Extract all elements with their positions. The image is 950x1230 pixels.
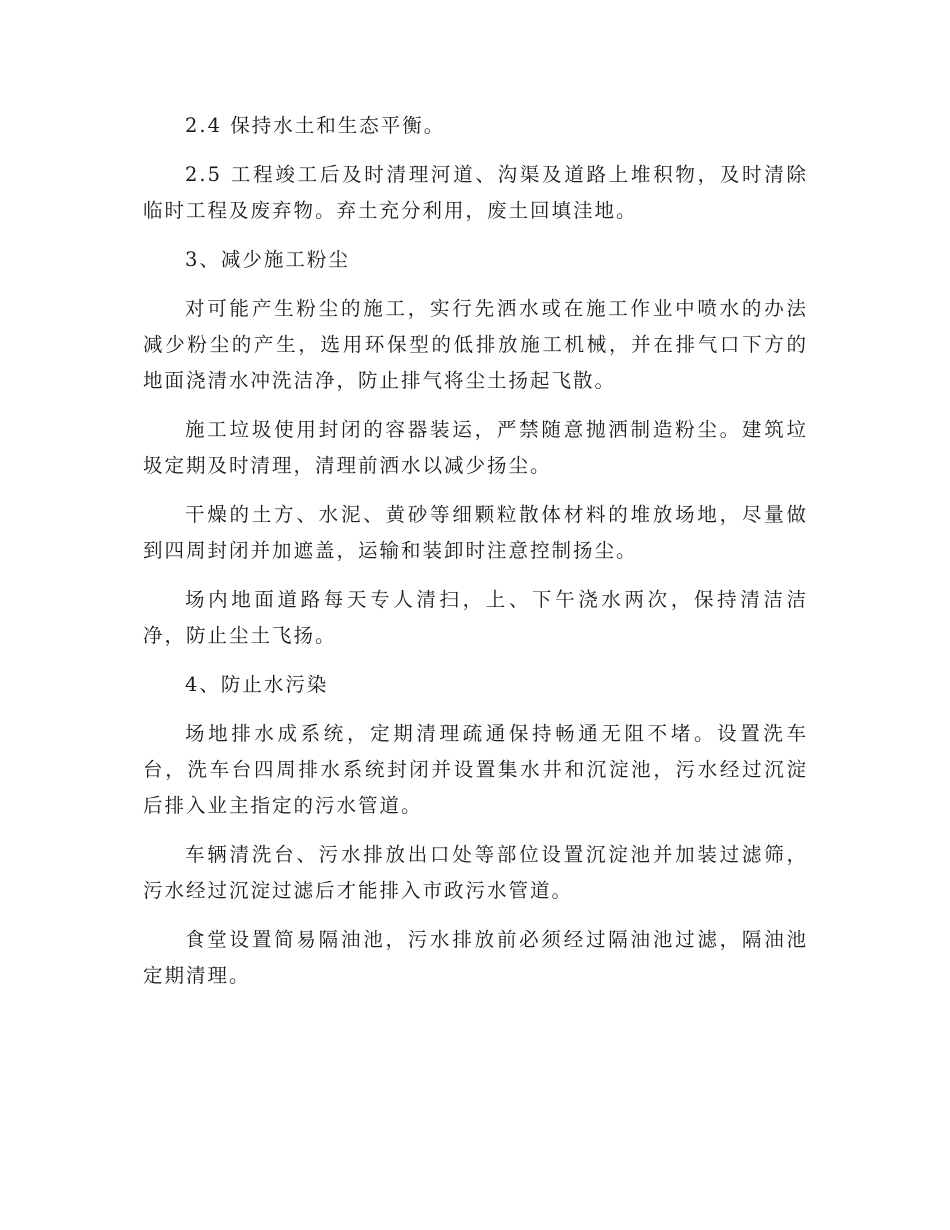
paragraph-canteen-grease-trap: 食堂设置简易隔油池，污水排放前必须经过隔油池过滤，隔油池定期清理。 [143, 928, 808, 987]
paragraph-dust-watering: 对可能产生粉尘的施工，实行先洒水或在施工作业中喷水的办法减少粉尘的产生，选用环保型的低排放施工机械，并在排气口下方的地面浇清水冲洗洁净，防止排气将尘土扬起飞散。 [143, 297, 808, 392]
section-heading-4: 4、防止水污染 [185, 673, 329, 696]
paragraph-2-5: 2.5 工程竣工后及时清理河道、沟渠及道路上堆积物，及时清除临时工程及废弃物。弃土充分利用，废土回填洼地。 [143, 163, 808, 222]
paragraph-drainage-system: 场地排水成系统，定期清理疏通保持畅通无阻不堵。设置洗车台，洗车台四周排水系统封闭并设置集水井和沉淀池，污水经过沉淀后排入业主指定的污水管道。 [143, 722, 808, 817]
paragraph-road-cleaning: 场内地面道路每天专人清扫，上、下午浇水两次，保持清洁洁净，防止尘土飞扬。 [143, 588, 808, 647]
document-body [143, 108, 808, 1007]
section-heading-3: 3、减少施工粉尘 [185, 248, 350, 271]
paragraph-construction-waste: 施工垃圾使用封闭的容器装运，严禁随意抛洒制造粉尘。建筑垃圾定期及时清理，清理前洒水以减少扬尘。 [143, 418, 808, 477]
paragraph-vehicle-wash: 车辆清洗台、污水排放出口处等部位设置沉淀池并加装过滤筛，污水经过沉淀过滤后才能排入市政污水管道。 [143, 843, 808, 902]
paragraph-dry-materials: 干燥的土方、水泥、黄砂等细颗粒散体材料的堆放场地，尽量做到四周封闭并加遮盖，运输和装卸时注意控制扬尘。 [143, 503, 808, 562]
section-heading-2-4: 2.4 保持水土和生态平衡。 [185, 114, 446, 137]
